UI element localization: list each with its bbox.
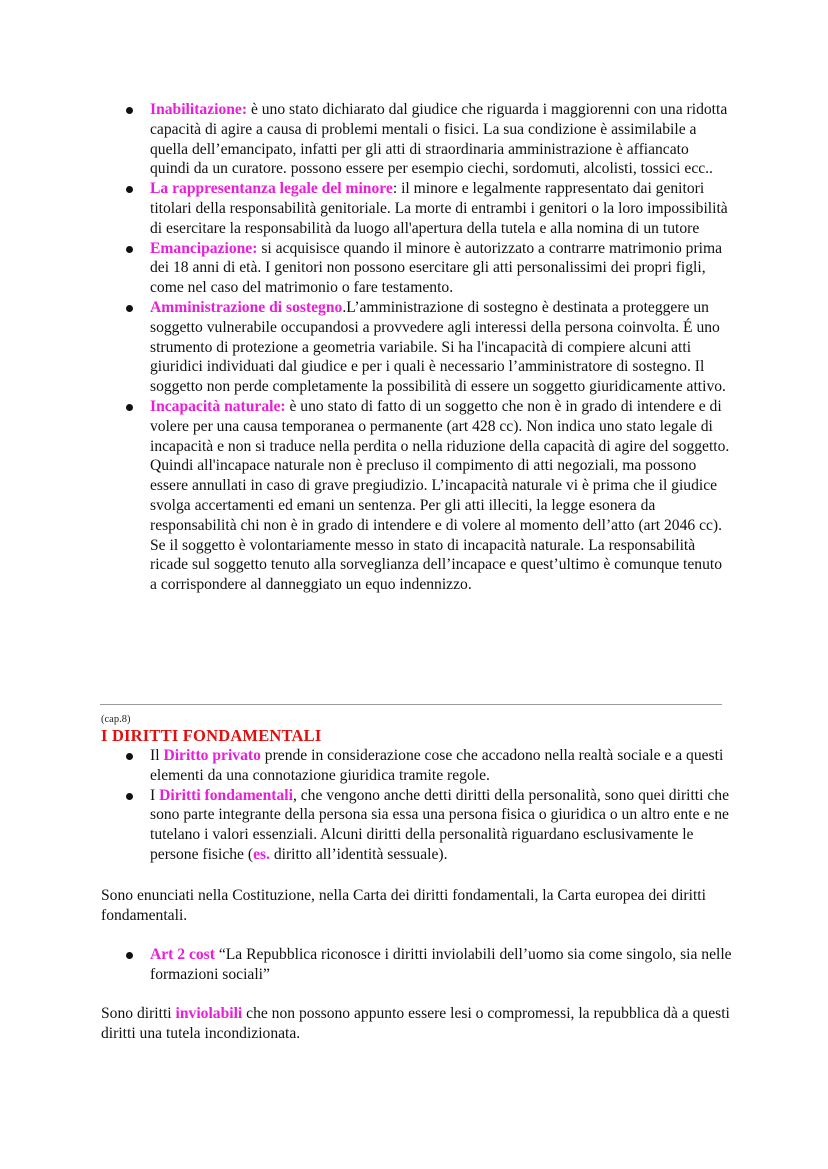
list-item-diritti-fondamentali — [0, 786, 828, 865]
term-label: Emancipazione: — [150, 239, 258, 257]
item-text: si acquisisce quando il minore è autorizzato a contrarre matrimonio prima dei 18 anni di età. I genitori non possono esercitare gli atti personalissimi dei propri figli, come nel caso del matrimonio o fare testamento. — [150, 239, 723, 297]
article-section — [0, 945, 828, 985]
bullet-icon — [126, 404, 133, 411]
bullet-icon — [126, 107, 133, 114]
bullet-icon — [126, 186, 133, 193]
rights-list — [0, 746, 828, 865]
bullet-icon — [126, 305, 133, 312]
term-label: La rappresentanza legale del minore — [150, 180, 393, 198]
item-text: , che vengono anche detti diritti della personalità, sono quei diritti che sono parte integrante della persona sia essa una persona fisica o giuridica o un altro ente e ne tutelano i valori essenziali. Alcuni diritti della personalità riguardano esclusivamente le persone fisiche ( — [150, 786, 729, 863]
bullet-icon — [126, 952, 133, 959]
list-item-rappresentanza — [0, 179, 828, 238]
term-label: Art 2 cost — [150, 946, 215, 963]
item-tail: diritto all’identità sessuale). — [269, 845, 448, 863]
bullet-icon — [126, 753, 133, 760]
item-text: “La Repubblica riconosce i diritti inviolabili dell’uomo sia come singolo, sia nelle formazioni sociali” — [150, 946, 732, 983]
list-item-diritto-privato — [0, 746, 828, 786]
item-text: .L’amministrazione di sostegno è destinata a proteggere un soggetto vulnerabile occupandosi a provvedere agli interessi della persona coinvolta. É uno strumento di protezione a geometria variabile. Si ha l'incapacità di compiere alcuni atti giuridici individuati dal giudice e per i quali è necessario l’amministratore di sostegno. Il soggetto non perde completamente la possibilità di essere un soggetto giuridicamente attivo. — [150, 298, 726, 396]
fundamental-rights-section — [0, 746, 828, 865]
bullet-icon — [126, 793, 133, 800]
bullet-icon — [126, 246, 133, 253]
list-item-inabilitazione — [0, 100, 828, 179]
article-list — [0, 945, 828, 985]
item-text: è uno stato di fatto di un soggetto che non è in grado di intendere e di volere per una causa temporanea o permanente (art 428 cc). Non indica uno stato legale di incapacità e non si traduce nella perdita o nella riduzione della capacità di agire del soggetto. Quindi all'incapace naturale non è precluso il compimento di atti negoziali, ma possono essere annullati in caso di grave pregiudizio. L’incapacità naturale vi è prima che il giudice svolga accertamenti ed emani un sentenza. Per gli atti illeciti, la legge esonera da responsabilità chi non è in grado di intendere e di volere al momento dell’atto (art 2046 cc). Se il soggetto è volontariamente messo in stato di incapacità naturale. La responsabilità ricade sul soggetto tenuto alla sorveglianza dell’incapace e quest’ultimo è comunque tenuto a corrispondere al danneggiato un equo indennizzo. — [150, 397, 730, 594]
definitions-section — [0, 100, 828, 595]
paragraph-inviolabili — [101, 1004, 731, 1044]
term-label: Inabilitazione: — [150, 101, 248, 118]
chapter-label: (cap.8) — [101, 714, 131, 725]
example-label: es. — [253, 845, 270, 863]
term-label: Diritto privato — [163, 747, 261, 764]
section-divider — [100, 704, 722, 705]
item-text: : il minore e legalmente rappresentato dai genitori titolari della responsabilità genitoriale. La morte di entrambi i genitori o la loro impossibilità di esercitare la responsabilità da luogo all'apertura della tutela e alla nomina di un tutore — [150, 180, 728, 237]
list-item-art2 — [0, 945, 828, 985]
term-label: Incapacità naturale: — [150, 397, 286, 415]
definitions-list — [0, 100, 828, 595]
term-label: Diritti fondamentali — [159, 786, 293, 804]
term-label: Amministrazione di sostegno — [150, 298, 343, 316]
list-item-emancipazione — [0, 239, 828, 298]
item-text: è uno stato dichiarato dal giudice che riguarda i maggiorenni con una ridotta capacità di agire a causa di problemi mentali o fisici. La sua condizione è assimilabile a quella dell’emancipato, infatti per gli atti di straordinaria amministrazione è affiancato quindi da un curatore. possono essere per esempio ciechi, sordomuti, alcolisti, tossici ecc.. — [150, 101, 728, 178]
item-text: prende in considerazione cose che accadono nella realtà sociale e a questi elementi da una connotazione giuridica tramite regole. — [150, 747, 724, 784]
list-item-incapacita — [0, 397, 828, 595]
item-prefix: I — [150, 786, 160, 804]
term-label: inviolabili — [175, 1005, 243, 1022]
paragraph-sources: Sono enunciati nella Costituzione, nella Carta dei diritti fondamentali, la Carta europea dei diritti fondamentali. — [101, 887, 706, 924]
item-prefix: Il — [150, 747, 164, 764]
para-text: che non possono appunto essere lesi o compromessi, la repubblica dà a questi diritti una tutela incondizionata. — [101, 1005, 730, 1042]
para-prefix: Sono diritti — [101, 1005, 176, 1022]
list-item-amministrazione — [0, 298, 828, 397]
section-heading: I DIRITTI FONDAMENTALI — [101, 726, 322, 745]
